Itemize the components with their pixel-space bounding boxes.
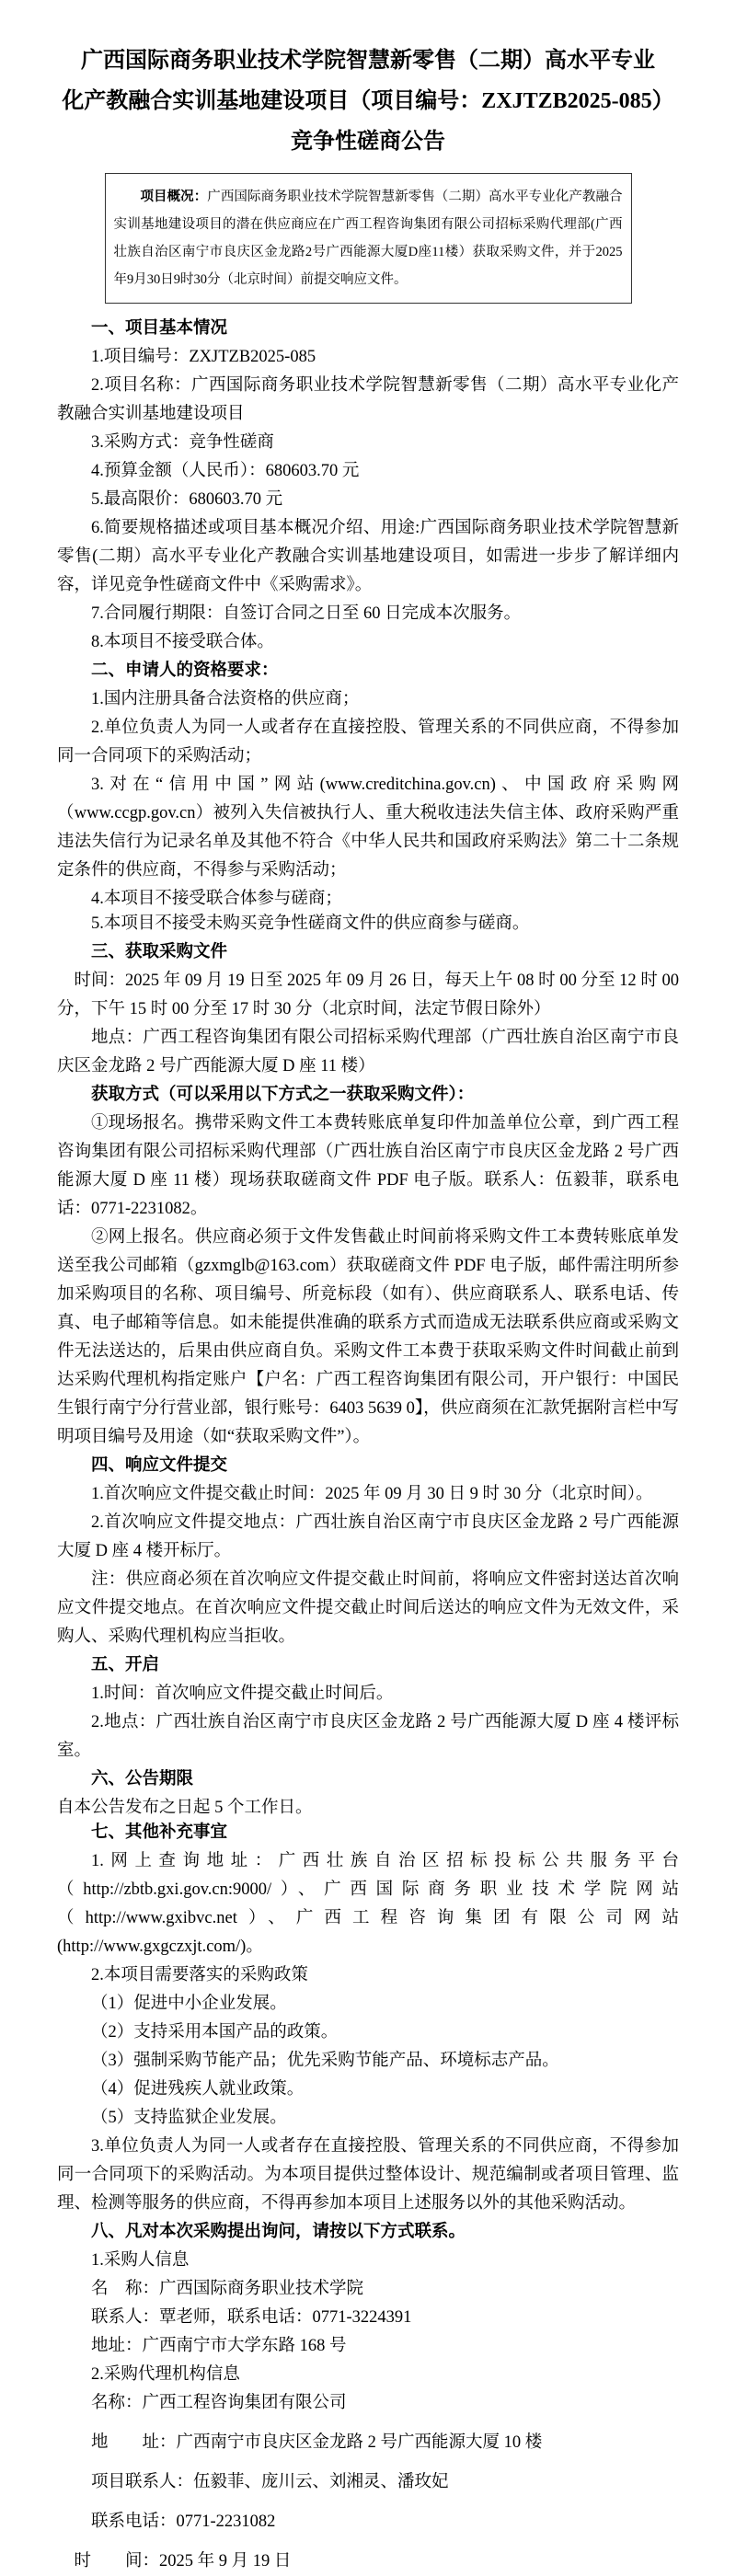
para-online-registration: ②网上报名。供应商必须于文件发售截止时间前将采购文件工本费转账底单发送至我公司邮箱（gzxmglb@163.com）获取磋商文件 PDF 电子版，邮件需注明所参加采购项目的名称、项目编号、所竞标段（如有）、供应商联系人、联系电话、传真、电子邮箱等信息。如未能提供准确的联系方式而造成无法联系供应商或采购文件无法送达的，后果由供应商自负。采购文件工本费于获取采购文件时间截止前到达采购代理机构指定账户【户名：广西工程咨询集团有限公司，开户银行：中国民生银行南宁分行营业部，银行账号：6403 5639 0】，供应商须在汇款凭据附言栏中写明项目编号及用途（如“获取采购文件”）。 (57, 1228, 679, 1446)
para-obtain-location: 地点：广西工程咨询集团有限公司招标采购代理部（广西壮族自治区南宁市良庆区金龙路 2 号广西能源大厦 D 座 11 楼） (57, 1029, 679, 1075)
doc-title-line-3: 竞争性磋商公告 (291, 130, 445, 154)
para-policy-2: （2）支持采用本国产品的政策。 (91, 2023, 339, 2041)
para-policy-3: （3）强制采购节能产品；优先采购节能产品、环境标志产品。 (91, 2052, 559, 2070)
para-qualification-5: 5.本项目不接受未购买竞争性磋商文件的供应商参与磋商。 (91, 914, 530, 933)
para-policy-1: （1）促进中小企业发展。 (91, 1995, 287, 2013)
para-qualification-2: 2.单位负责人为同一人或者存在直接控股、管理关系的不同供应商，不得参加同一合同项下的采购活动； (57, 719, 679, 765)
para-submission-deadline: 1.首次响应文件提交截止时间：2025 年 09 月 30 日 9 时 30 分（北京时间）。 (91, 1485, 653, 1503)
para-procurement-method: 3.采购方式：竞争性磋商 (91, 433, 274, 452)
project-overview-text: 广西国际商务职业技术学院智慧新零售（二期）高水平专业化产教融合实训基地建设项目的潜在供应商应在广西工程咨询集团有限公司招标采购代理部(广西壮族自治区南宁市良庆区金龙路2号广西能源大厦D座11楼）获取采购文件，并于2025年9月30日9时30分（北京时间）前提交响应文件。 (113, 190, 623, 287)
doc-title (57, 40, 679, 162)
para-agency-phone: 联系电话：0771-2231082 (91, 2513, 276, 2531)
section-3-heading: 三、获取采购文件 (91, 943, 228, 961)
para-agency-contacts: 项目联系人：伍毅菲、庞川云、刘湘灵、潘玫妃 (91, 2473, 449, 2491)
para-qualification-1: 1.国内注册具备合法资格的供应商； (91, 690, 360, 708)
para-opening-location: 2.地点：广西壮族自治区南宁市良庆区金龙路 2 号广西能源大厦 D 座 4 楼评标室。 (57, 1713, 679, 1760)
para-max-price: 5.最高限价：680603.70 元 (91, 490, 283, 509)
para-purchaser-name: 名 称：广西国际商务职业技术学院 (91, 2280, 364, 2298)
para-agency-name: 名称：广西工程咨询集团有限公司 (91, 2394, 347, 2412)
para-no-consortium: 8.本项目不接受联合体。 (91, 633, 274, 651)
para-purchaser-info-label: 1.采购人信息 (91, 2251, 190, 2270)
para-obtain-time: 时间：2025 年 09 月 19 日至 2025 年 09 月 26 日，每天上午 08 时 00 分至 12 时 00 分，下午 15 时 00 分至 17 时 30 分（北京时间，法定节假日除外） (57, 972, 679, 1018)
section-1-heading: 一、项目基本情况 (91, 319, 228, 338)
para-submission-location: 2.首次响应文件提交地点：广西壮族自治区南宁市良庆区金龙路 2 号广西能源大厦 D 座 4 楼开标厅。 (57, 1513, 679, 1560)
doc-title-line-2: 化产教融合实训基地建设项目（项目编号：ZXJTZB2025-085） (62, 89, 674, 113)
para-brief-description: 6.简要规格描述或项目基本概况介绍、用途:广西国际商务职业技术学院智慧新零售(二期）高水平专业化产教融合实训基地建设项目，如需进一步步了解详细内容，详见竞争性磋商文件中《采购需求》。 (57, 519, 679, 594)
para-policy-4: （4）促进残疾人就业政策。 (91, 2080, 305, 2099)
para-qualification-4: 4.本项目不接受联合体参与磋商； (91, 890, 342, 908)
para-announcement-date: 时 间：2025 年 9 月 19 日 (74, 2552, 292, 2570)
para-project-name: 2.项目名称：广西国际商务职业技术学院智慧新零售（二期）高水平专业化产教融合实训基地建设项目 (57, 376, 679, 423)
para-project-number: 1.项目编号：ZXJTZB2025-085 (91, 348, 316, 366)
section-4-heading: 四、响应文件提交 (91, 1456, 228, 1475)
para-agency-address: 地 址：广西南宁市良庆区金龙路 2 号广西能源大厦 10 楼 (91, 2433, 543, 2452)
para-opening-time: 1.时间：首次响应文件提交截止时间后。 (91, 1685, 394, 1703)
para-obtain-method-label: 获取方式（可以采用以下方式之一获取采购文件）： (91, 1086, 475, 1104)
project-overview-box (105, 173, 632, 304)
para-procurement-policy: 2.本项目需要落实的采购政策 (91, 1966, 308, 1984)
para-online-query-address: 1.网上查询地址：广西壮族自治区招标投标公共服务平台（http://zbtb.gxi.gov.cn:9000/）、广西国际商务职业技术学院网站（http://www.gxibvc.net）、广西工程咨询集团有限公司网站(http://www.gxgczxjt.com/)。 (57, 1852, 679, 1956)
para-policy-5: （5）支持监狱企业发展。 (91, 2109, 287, 2127)
para-onsite-registration: ①现场报名。携带采购文件工本费转账底单复印件加盖单位公章，到广西工程咨询集团有限公司招标采购代理部（广西壮族自治区南宁市良庆区金龙路 2 号广西能源大厦 D 座 11 楼）现场获取磋商文件 PDF 电子版。联系人：伍毅菲，联系电话：0771-2231082。 (57, 1114, 679, 1218)
para-submission-note: 注：供应商必须在首次响应文件提交截止时间前，将响应文件密封送达首次响应文件提交地点。在首次响应文件提交截止时间后送达的响应文件为无效文件，采购人、采购代理机构应当拒收。 (57, 1570, 679, 1646)
para-budget-amount: 4.预算金额（人民币）：680603.70 元 (91, 462, 360, 480)
section-6-heading: 六、公告期限 (91, 1770, 194, 1788)
section-7-heading: 七、其他补充事宜 (91, 1823, 228, 1842)
para-purchaser-contact: 联系人：覃老师，联系电话：0771-3224391 (91, 2308, 412, 2327)
section-5-heading: 五、开启 (91, 1656, 160, 1674)
para-qualification-3: 3.对在“信用中国”网站(www.creditchina.gov.cn)、中国政府采购网（www.ccgp.gov.cn）被列入失信被执行人、重大税收违法失信主体、政府采购严重违法失信行为记录名单及其他不符合《中华人民共和国政府采购法》第二十二条规定条件的供应商，不得参与采购活动； (57, 776, 679, 880)
doc-title-line-1: 广西国际商务职业技术学院智慧新零售（二期）高水平专业 (81, 49, 655, 73)
para-announcement-period: 自本公告发布之日起 5 个工作日。 (57, 1799, 313, 1817)
para-agency-info-label: 2.采购代理机构信息 (91, 2365, 240, 2384)
para-purchaser-address: 地址：广西南宁市大学东路 168 号 (91, 2337, 347, 2355)
project-overview-paragraph (114, 183, 623, 293)
project-overview-label: 项目概况： (140, 190, 208, 204)
section-8-heading: 八、凡对本次采购提出询问，请按以下方式联系。 (91, 2223, 466, 2241)
para-same-person-rule: 3.单位负责人为同一人或者存在直接控股、管理关系的不同供应商，不得参加同一合同项下的采购活动。为本项目提供过整体设计、规范编制或者项目管理、监理、检测等服务的供应商，不得再参加本项目上述服务以外的其他采购活动。 (57, 2137, 679, 2213)
section-2-heading: 二、申请人的资格要求： (91, 661, 279, 680)
para-contract-period: 7.合同履行期限：自签订合同之日至 60 日完成本次服务。 (91, 604, 522, 623)
